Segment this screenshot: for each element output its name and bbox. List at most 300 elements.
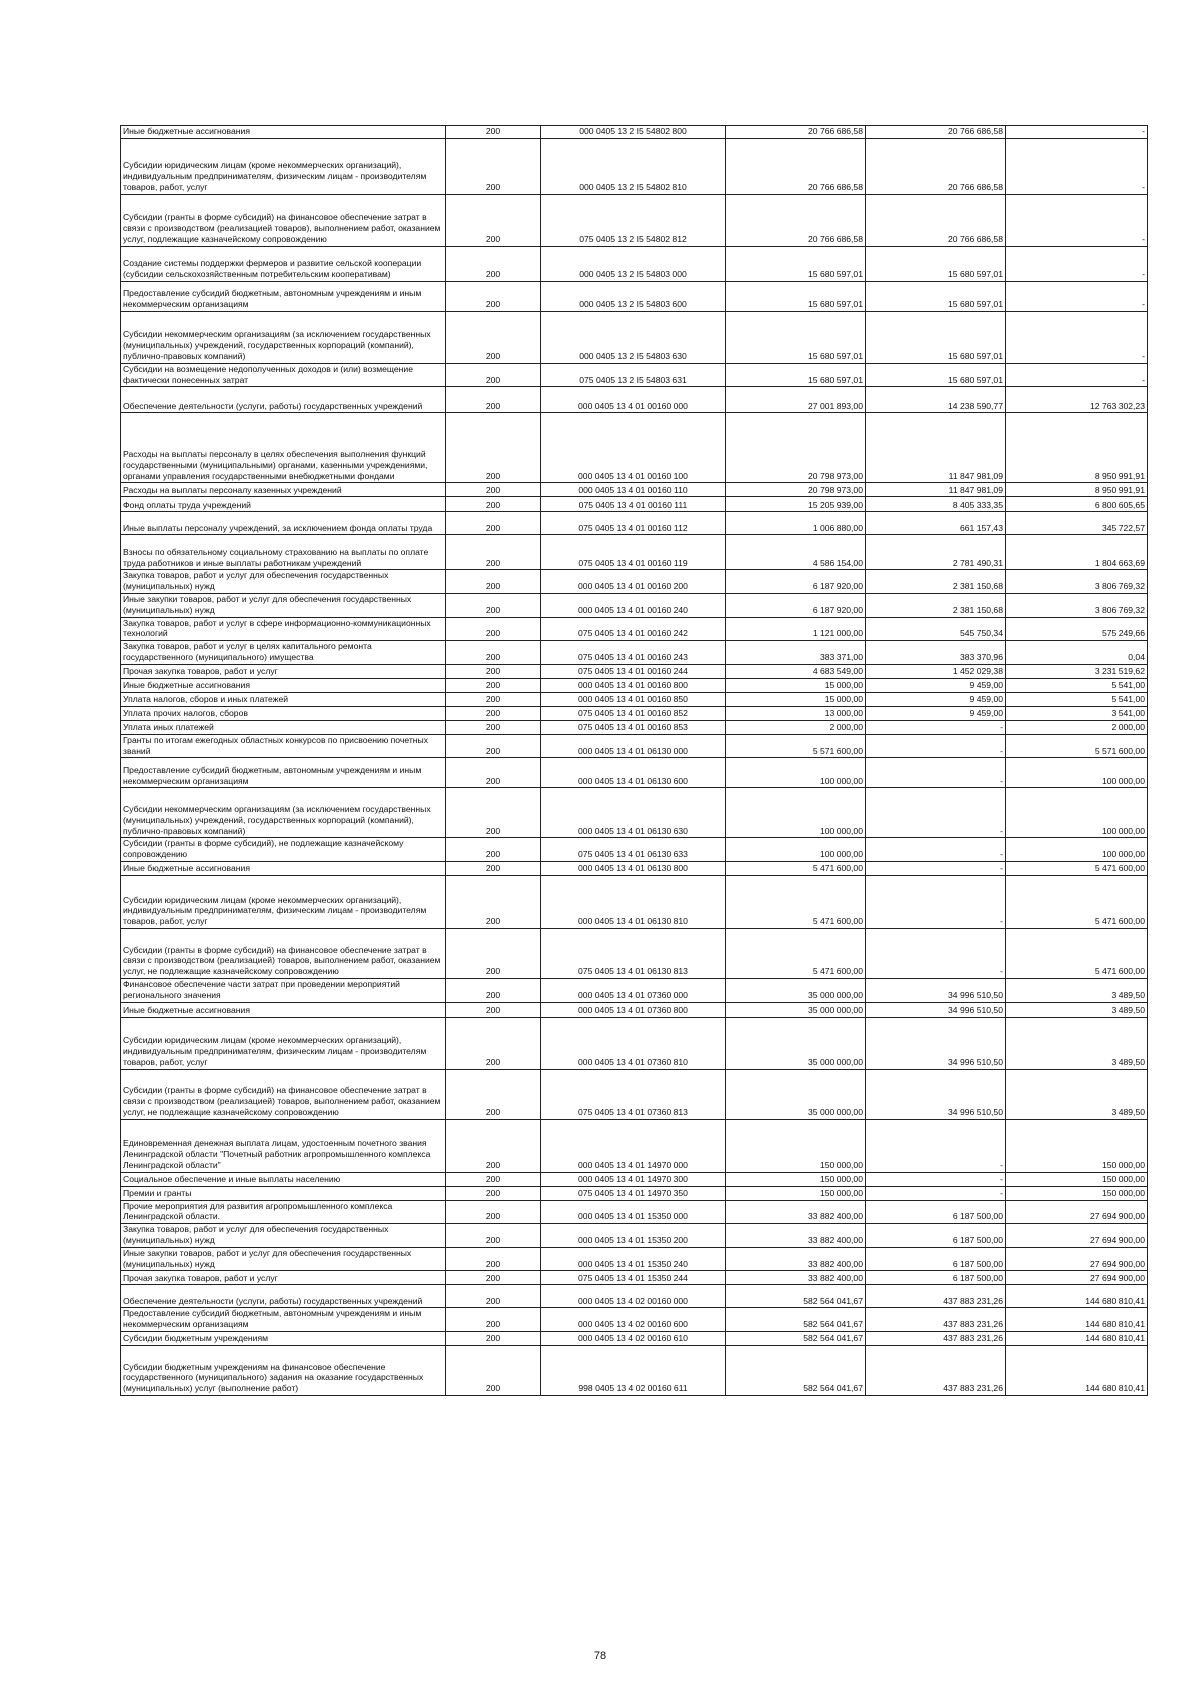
row-line-code: 200 [446,1002,541,1017]
table-row [121,875,1148,928]
row-executed: 383 370,96 [866,641,1006,665]
row-executed: 6 187 500,00 [866,1271,1006,1285]
row-executed: - [866,758,1006,788]
row-remaining: 3 806 769,32 [1006,593,1148,617]
row-remaining: 575 249,66 [1006,617,1148,641]
row-remaining: 5 541,00 [1006,678,1148,692]
row-line-code: 200 [446,126,541,139]
row-line-code: 200 [446,311,541,363]
row-line-code: 200 [446,194,541,246]
row-approved: 582 564 041,67 [726,1345,866,1395]
row-executed: 34 996 510,50 [866,1069,1006,1119]
row-budget-code: 000 0405 13 2 I5 54802 810 [541,138,726,194]
row-line-code: 200 [446,720,541,734]
row-executed: 34 996 510,50 [866,1017,1006,1069]
table-body [121,126,1148,1396]
row-description: Фонд оплаты труда учреждений [121,497,446,512]
row-description: Иные закупки товаров, работ и услуг для обеспечения государственных (муниципальных) нужд [121,593,446,617]
row-remaining: 1 804 663,69 [1006,535,1148,570]
row-budget-code: 000 0405 13 4 01 06130 000 [541,734,726,758]
row-remaining: 3 489,50 [1006,1017,1148,1069]
table-row [121,1200,1148,1224]
row-remaining: 5 571 600,00 [1006,734,1148,758]
row-description: Расходы на выплаты персоналу в целях обеспечения выполнения функций государственными (муниципальными) органами, казенными учреждениями, органами управления государственными внебюджетными фондами [121,413,446,483]
table-row [121,281,1148,311]
row-line-code: 200 [446,570,541,594]
row-description: Субсидии некоммерческим организациям (за исключением государственных (муниципальных) учреждений, государственных корпораций (компаний), публично-правовых компаний) [121,311,446,363]
row-remaining: 3 489,50 [1006,1069,1148,1119]
row-approved: 33 882 400,00 [726,1271,866,1285]
row-line-code: 200 [446,1331,541,1345]
row-remaining: 27 694 900,00 [1006,1224,1148,1248]
row-approved: 4 586 154,00 [726,535,866,570]
row-remaining: 8 950 991,91 [1006,483,1148,497]
row-approved: 20 766 686,58 [726,126,866,139]
row-budget-code: 075 0405 13 4 01 06130 813 [541,928,726,978]
row-executed: 437 883 231,26 [866,1308,1006,1332]
row-executed: 20 766 686,58 [866,126,1006,139]
row-description: Предоставление субсидий бюджетным, автономным учреждениям и иным некоммерческим организациям [121,1308,446,1332]
page-number: 78 [593,1650,607,1662]
row-description: Гранты по итогам ежегодных областных конкурсов по присвоению почетных званий [121,734,446,758]
row-description: Закупка товаров, работ и услуг в сфере информационно-коммуникационных технологий [121,617,446,641]
row-executed: 2 381 150,68 [866,593,1006,617]
row-budget-code: 000 0405 13 2 I5 54803 000 [541,246,726,281]
row-approved: 100 000,00 [726,758,866,788]
table-row [121,1172,1148,1186]
row-remaining: 3 231 519,62 [1006,664,1148,678]
row-budget-code: 000 0405 13 2 I5 54803 600 [541,281,726,311]
row-approved: 150 000,00 [726,1172,866,1186]
row-description: Иные бюджетные ассигнования [121,1002,446,1017]
row-line-code: 200 [446,246,541,281]
table-row [121,1224,1148,1248]
row-approved: 15 680 597,01 [726,363,866,387]
table-row [121,138,1148,194]
row-budget-code: 998 0405 13 4 02 00160 611 [541,1345,726,1395]
row-description: Иные бюджетные ассигнования [121,126,446,139]
row-line-code: 200 [446,138,541,194]
budget-table [120,125,1148,1396]
row-budget-code: 000 0405 13 4 01 00160 100 [541,413,726,483]
row-executed: - [866,720,1006,734]
row-executed: 15 680 597,01 [866,246,1006,281]
row-executed: 2 381 150,68 [866,570,1006,594]
row-approved: 2 000,00 [726,720,866,734]
row-budget-code: 075 0405 13 4 01 14970 350 [541,1186,726,1200]
row-description: Субсидии (гранты в форме субсидий) на финансовое обеспечение затрат в связи с производством (реализацией) товаров, выполнением работ, оказанием услуг, не подлежащие казначейскому сопровождению [121,928,446,978]
row-executed: 15 680 597,01 [866,311,1006,363]
row-budget-code: 000 0405 13 4 01 15350 000 [541,1200,726,1224]
row-remaining: 5 471 600,00 [1006,861,1148,875]
table-row [121,641,1148,665]
row-executed: 8 405 333,35 [866,497,1006,512]
table-row [121,1271,1148,1285]
table-row [121,194,1148,246]
table-row [121,535,1148,570]
row-line-code: 200 [446,861,541,875]
row-approved: 13 000,00 [726,706,866,720]
row-executed: 437 883 231,26 [866,1331,1006,1345]
table-row [121,570,1148,594]
row-description: Финансовое обеспечение части затрат при проведении мероприятий регионального значения [121,978,446,1002]
table-row [121,387,1148,413]
row-executed: - [866,875,1006,928]
row-budget-code: 000 0405 13 4 01 14970 300 [541,1172,726,1186]
row-budget-code: 075 0405 13 4 01 00160 243 [541,641,726,665]
row-budget-code: 075 0405 13 4 01 00160 119 [541,535,726,570]
row-budget-code: 075 0405 13 4 01 00160 242 [541,617,726,641]
table-row [121,1186,1148,1200]
row-remaining: - [1006,138,1148,194]
row-approved: 33 882 400,00 [726,1247,866,1271]
table-row [121,126,1148,139]
row-executed: - [866,861,1006,875]
row-approved: 582 564 041,67 [726,1285,866,1308]
row-remaining: 27 694 900,00 [1006,1200,1148,1224]
table-row [121,928,1148,978]
row-line-code: 200 [446,1247,541,1271]
row-description: Субсидии бюджетным учреждениям на финансовое обеспечение государственного (муниципального) задания на оказание государственных (муниципальных) услуг (выполнение работ) [121,1345,446,1395]
row-remaining: 3 806 769,32 [1006,570,1148,594]
row-line-code: 200 [446,1345,541,1395]
row-executed: - [866,788,1006,838]
row-description: Закупка товаров, работ и услуг для обеспечения государственных (муниципальных) нужд [121,1224,446,1248]
table-row [121,1069,1148,1119]
row-executed: 20 766 686,58 [866,194,1006,246]
row-description: Единовременная денежная выплата лицам, удостоенным почетного звания Ленинградской области "Почетный работник агропромышленного комплекса Ленинградской области" [121,1119,446,1172]
row-executed: 15 680 597,01 [866,281,1006,311]
table-row [121,497,1148,512]
row-approved: 20 798 973,00 [726,483,866,497]
row-remaining: 3 489,50 [1006,1002,1148,1017]
row-budget-code: 000 0405 13 4 01 00160 200 [541,570,726,594]
row-description: Прочая закупка товаров, работ и услуг [121,664,446,678]
row-line-code: 200 [446,281,541,311]
row-approved: 5 471 600,00 [726,875,866,928]
row-approved: 1 121 000,00 [726,617,866,641]
row-approved: 582 564 041,67 [726,1331,866,1345]
row-budget-code: 075 0405 13 4 01 00160 111 [541,497,726,512]
row-budget-code: 000 0405 13 4 01 06130 800 [541,861,726,875]
row-executed: - [866,928,1006,978]
row-description: Иные закупки товаров, работ и услуг для обеспечения государственных (муниципальных) нужд [121,1247,446,1271]
row-description: Субсидии (гранты в форме субсидий), не подлежащие казначейскому сопровождению [121,838,446,862]
row-line-code: 200 [446,706,541,720]
row-budget-code: 000 0405 13 4 01 00160 240 [541,593,726,617]
row-budget-code: 075 0405 13 4 01 15350 244 [541,1271,726,1285]
row-executed: 20 766 686,58 [866,138,1006,194]
row-executed: 6 187 500,00 [866,1224,1006,1248]
row-executed: 6 187 500,00 [866,1200,1006,1224]
row-line-code: 200 [446,512,541,535]
row-description: Предоставление субсидий бюджетным, автономным учреждениям и иным некоммерческим организациям [121,758,446,788]
table-row [121,1285,1148,1308]
row-description: Обеспечение деятельности (услуги, работы) государственных учреждений [121,1285,446,1308]
row-line-code: 200 [446,1308,541,1332]
row-remaining: 2 000,00 [1006,720,1148,734]
row-executed: - [866,838,1006,862]
row-approved: 100 000,00 [726,788,866,838]
row-executed: 1 452 029,38 [866,664,1006,678]
table-row [121,788,1148,838]
row-description: Субсидии на возмещение недополученных доходов и (или) возмещение фактически понесенных затрат [121,363,446,387]
row-description: Прочие мероприятия для развития агропромышленного комплекса Ленинградской области. [121,1200,446,1224]
row-budget-code: 000 0405 13 4 01 07360 800 [541,1002,726,1017]
row-remaining: - [1006,281,1148,311]
row-budget-code: 075 0405 13 2 I5 54803 631 [541,363,726,387]
table-row [121,363,1148,387]
row-budget-code: 000 0405 13 4 01 06130 630 [541,788,726,838]
row-line-code: 200 [446,1172,541,1186]
table-row [121,838,1148,862]
row-budget-code: 000 0405 13 4 01 00160 000 [541,387,726,413]
row-budget-code: 000 0405 13 2 I5 54802 800 [541,126,726,139]
row-budget-code: 000 0405 13 4 01 07360 000 [541,978,726,1002]
row-budget-code: 075 0405 13 4 01 00160 244 [541,664,726,678]
row-executed: 437 883 231,26 [866,1285,1006,1308]
row-executed: 15 680 597,01 [866,363,1006,387]
row-remaining: 12 763 302,23 [1006,387,1148,413]
row-description: Социальное обеспечение и иные выплаты населению [121,1172,446,1186]
table-row [121,1002,1148,1017]
row-executed: 9 459,00 [866,678,1006,692]
row-description: Субсидии (гранты в форме субсидий) на финансовое обеспечение затрат в связи с производством (реализацией товаров), выполнением работ, оказанием услуг, подлежащие казначейскому сопровождению [121,194,446,246]
row-remaining: 27 694 900,00 [1006,1271,1148,1285]
row-description: Субсидии юридическим лицам (кроме некоммерческих организаций), индивидуальным предпринимателям, физическим лицам - производителям товаров, работ, услуг [121,1017,446,1069]
row-approved: 6 187 920,00 [726,570,866,594]
row-remaining: 100 000,00 [1006,788,1148,838]
table-row [121,1119,1148,1172]
row-line-code: 200 [446,758,541,788]
row-approved: 5 471 600,00 [726,928,866,978]
row-description: Премии и гранты [121,1186,446,1200]
row-remaining: 8 950 991,91 [1006,413,1148,483]
row-executed: - [866,1172,1006,1186]
row-budget-code: 000 0405 13 4 01 06130 810 [541,875,726,928]
row-executed: 11 847 981,09 [866,483,1006,497]
row-budget-code: 000 0405 13 4 01 00160 850 [541,692,726,706]
row-line-code: 200 [446,497,541,512]
row-line-code: 200 [446,535,541,570]
row-description: Обеспечение деятельности (услуги, работы) государственных учреждений [121,387,446,413]
table-row [121,706,1148,720]
row-description: Субсидии (гранты в форме субсидий) на финансовое обеспечение затрат в связи с производством (реализацией) товаров, выполнением работ, оказанием услуг, не подлежащие казначейскому сопровождению [121,1069,446,1119]
row-remaining: - [1006,311,1148,363]
table-row [121,978,1148,1002]
row-description: Закупка товаров, работ и услуг для обеспечения государственных (муниципальных) нужд [121,570,446,594]
row-description: Создание системы поддержки фермеров и развитие сельской кооперации (субсидии сельскохозяйственным потребительским кооперативам) [121,246,446,281]
row-approved: 20 766 686,58 [726,194,866,246]
row-executed: 9 459,00 [866,692,1006,706]
row-executed: 2 781 490,31 [866,535,1006,570]
table-row [121,758,1148,788]
row-remaining: 5 471 600,00 [1006,875,1148,928]
row-line-code: 200 [446,617,541,641]
row-remaining: 0,04 [1006,641,1148,665]
table-row [121,692,1148,706]
row-approved: 150 000,00 [726,1119,866,1172]
row-approved: 15 000,00 [726,692,866,706]
row-line-code: 200 [446,413,541,483]
row-description: Иные бюджетные ассигнования [121,678,446,692]
row-remaining: 5 471 600,00 [1006,928,1148,978]
row-description: Иные выплаты персоналу учреждений, за исключением фонда оплаты труда [121,512,446,535]
table-row [121,311,1148,363]
row-remaining: 144 680 810,41 [1006,1285,1148,1308]
row-remaining: 144 680 810,41 [1006,1308,1148,1332]
row-budget-code: 075 0405 13 4 01 00160 852 [541,706,726,720]
row-approved: 33 882 400,00 [726,1224,866,1248]
row-executed: 14 238 590,77 [866,387,1006,413]
row-line-code: 200 [446,928,541,978]
row-budget-code: 000 0405 13 4 02 00160 600 [541,1308,726,1332]
row-approved: 6 187 920,00 [726,593,866,617]
row-line-code: 200 [446,875,541,928]
row-remaining: 144 680 810,41 [1006,1345,1148,1395]
row-approved: 35 000 000,00 [726,1002,866,1017]
row-line-code: 200 [446,641,541,665]
row-line-code: 200 [446,1119,541,1172]
row-approved: 35 000 000,00 [726,978,866,1002]
row-description: Закупка товаров, работ и услуг в целях капитального ремонта государственного (муниципального) имущества [121,641,446,665]
row-budget-code: 000 0405 13 4 01 14970 000 [541,1119,726,1172]
table-row [121,1345,1148,1395]
row-approved: 383 371,00 [726,641,866,665]
row-description: Субсидии юридическим лицам (кроме некоммерческих организаций), индивидуальным предпринимателям, физическим лицам - производителям товаров, работ, услуг [121,875,446,928]
table-row [121,1247,1148,1271]
table-row [121,678,1148,692]
row-remaining: - [1006,246,1148,281]
row-budget-code: 000 0405 13 4 01 00160 110 [541,483,726,497]
row-budget-code: 000 0405 13 4 02 00160 000 [541,1285,726,1308]
table-row [121,413,1148,483]
row-line-code: 200 [446,1271,541,1285]
row-executed: 11 847 981,09 [866,413,1006,483]
table-row [121,1331,1148,1345]
table-row [121,483,1148,497]
row-line-code: 200 [446,1224,541,1248]
row-line-code: 200 [446,593,541,617]
row-line-code: 200 [446,664,541,678]
row-approved: 15 205 939,00 [726,497,866,512]
row-budget-code: 000 0405 13 4 01 06130 600 [541,758,726,788]
row-approved: 15 680 597,01 [726,281,866,311]
row-executed: 6 187 500,00 [866,1247,1006,1271]
row-remaining: 100 000,00 [1006,838,1148,862]
row-approved: 33 882 400,00 [726,1200,866,1224]
row-line-code: 200 [446,978,541,1002]
row-approved: 27 001 893,00 [726,387,866,413]
row-executed: 661 157,43 [866,512,1006,535]
row-remaining: 100 000,00 [1006,758,1148,788]
row-executed: - [866,1186,1006,1200]
table-row [121,512,1148,535]
row-remaining: 150 000,00 [1006,1186,1148,1200]
row-executed: 34 996 510,50 [866,1002,1006,1017]
row-description: Иные бюджетные ассигнования [121,861,446,875]
table-row [121,1017,1148,1069]
row-budget-code: 075 0405 13 2 I5 54802 812 [541,194,726,246]
row-budget-code: 000 0405 13 4 02 00160 610 [541,1331,726,1345]
table-row [121,593,1148,617]
row-line-code: 200 [446,483,541,497]
row-description: Уплата прочих налогов, сборов [121,706,446,720]
row-approved: 15 680 597,01 [726,246,866,281]
row-remaining: - [1006,363,1148,387]
row-remaining: 144 680 810,41 [1006,1331,1148,1345]
row-remaining: 27 694 900,00 [1006,1247,1148,1271]
table-row [121,861,1148,875]
table-row [121,246,1148,281]
row-approved: 582 564 041,67 [726,1308,866,1332]
row-line-code: 200 [446,1017,541,1069]
row-executed: 9 459,00 [866,706,1006,720]
row-description: Взносы по обязательному социальному страхованию на выплаты по оплате труда работников и иные выплаты работникам учреждений [121,535,446,570]
row-budget-code: 075 0405 13 4 01 00160 853 [541,720,726,734]
row-approved: 1 006 880,00 [726,512,866,535]
row-line-code: 200 [446,1200,541,1224]
row-executed: 545 750,34 [866,617,1006,641]
row-approved: 100 000,00 [726,838,866,862]
row-remaining: 3 541,00 [1006,706,1148,720]
row-executed: 34 996 510,50 [866,978,1006,1002]
row-budget-code: 000 0405 13 4 01 15350 240 [541,1247,726,1271]
row-description: Субсидии некоммерческим организациям (за исключением государственных (муниципальных) учреждений, государственных корпораций (компаний), публично-правовых компаний) [121,788,446,838]
row-remaining: 5 541,00 [1006,692,1148,706]
row-approved: 35 000 000,00 [726,1017,866,1069]
row-line-code: 200 [446,363,541,387]
table-row [121,1308,1148,1332]
row-budget-code: 075 0405 13 4 01 00160 112 [541,512,726,535]
row-budget-code: 000 0405 13 4 01 15350 200 [541,1224,726,1248]
row-line-code: 200 [446,734,541,758]
row-description: Субсидии юридическим лицам (кроме некоммерческих организаций), индивидуальным предпринимателям, физическим лицам - производителям товаров, работ, услуг [121,138,446,194]
row-description: Уплата иных платежей [121,720,446,734]
row-remaining: - [1006,194,1148,246]
row-line-code: 200 [446,692,541,706]
row-approved: 15 680 597,01 [726,311,866,363]
table-row [121,664,1148,678]
row-approved: 5 471 600,00 [726,861,866,875]
row-approved: 150 000,00 [726,1186,866,1200]
row-remaining: 6 800 605,65 [1006,497,1148,512]
row-executed: - [866,734,1006,758]
row-budget-code: 075 0405 13 4 01 06130 633 [541,838,726,862]
row-budget-code: 075 0405 13 4 01 07360 813 [541,1069,726,1119]
row-line-code: 200 [446,1069,541,1119]
row-approved: 35 000 000,00 [726,1069,866,1119]
row-executed: 437 883 231,26 [866,1345,1006,1395]
row-remaining: 150 000,00 [1006,1119,1148,1172]
row-approved: 20 766 686,58 [726,138,866,194]
row-budget-code: 000 0405 13 4 01 00160 800 [541,678,726,692]
row-description: Прочая закупка товаров, работ и услуг [121,1271,446,1285]
row-budget-code: 000 0405 13 2 I5 54803 630 [541,311,726,363]
row-description: Уплата налогов, сборов и иных платежей [121,692,446,706]
row-line-code: 200 [446,387,541,413]
row-line-code: 200 [446,1285,541,1308]
row-remaining: 3 489,50 [1006,978,1148,1002]
row-remaining: 150 000,00 [1006,1172,1148,1186]
row-remaining: 345 722,57 [1006,512,1148,535]
row-budget-code: 000 0405 13 4 01 07360 810 [541,1017,726,1069]
table-row [121,734,1148,758]
table-row [121,617,1148,641]
row-description: Расходы на выплаты персоналу казенных учреждений [121,483,446,497]
row-description: Субсидии бюджетным учреждениям [121,1331,446,1345]
row-line-code: 200 [446,788,541,838]
